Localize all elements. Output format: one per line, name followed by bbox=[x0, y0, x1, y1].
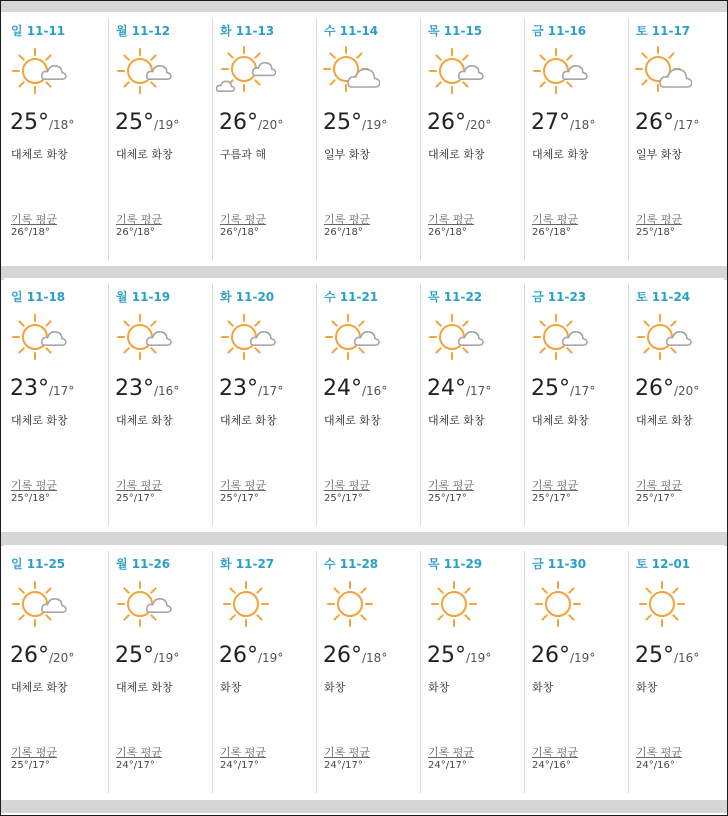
historical-average-link[interactable]: 기록 평균 bbox=[220, 479, 267, 492]
weekday: 화 bbox=[220, 557, 232, 571]
sun-cloud-icon bbox=[112, 577, 172, 631]
date-label: 11-15 bbox=[443, 24, 483, 38]
weekday: 일 bbox=[11, 24, 23, 38]
partly-sunny-icon bbox=[320, 44, 380, 98]
historical-average-value: 26°/18° bbox=[428, 227, 467, 238]
historical-average-link[interactable]: 기록 평균 bbox=[636, 746, 683, 759]
separator bbox=[1, 532, 727, 546]
day-card[interactable] bbox=[108, 18, 212, 260]
historical-average-value: 24°/17° bbox=[220, 760, 259, 771]
historical-average-value: 25°/17° bbox=[116, 493, 155, 504]
date-label: 11-11 bbox=[26, 24, 66, 38]
historical-average-link[interactable]: 기록 평균 bbox=[220, 213, 267, 226]
condition-text: 일부 화창 bbox=[636, 148, 683, 161]
condition-text: 대체로 화창 bbox=[116, 148, 173, 161]
temperature bbox=[635, 643, 699, 668]
historical-average-value: 24°/17° bbox=[116, 760, 155, 771]
low-temp: /16° bbox=[154, 384, 180, 398]
day-date bbox=[532, 555, 586, 572]
day-card[interactable] bbox=[420, 18, 524, 260]
high-temp: 26° bbox=[219, 643, 258, 668]
day-card[interactable] bbox=[316, 551, 420, 793]
date-label: 11-16 bbox=[547, 24, 587, 38]
day-card[interactable] bbox=[108, 284, 212, 526]
historical-average-link[interactable]: 기록 평균 bbox=[636, 479, 683, 492]
day-date bbox=[532, 22, 586, 39]
day-card[interactable] bbox=[108, 551, 212, 793]
weekday: 일 bbox=[11, 290, 23, 304]
high-temp: 25° bbox=[635, 643, 674, 668]
date-label: 11-20 bbox=[235, 290, 275, 304]
day-card[interactable] bbox=[420, 284, 524, 526]
historical-average-link[interactable]: 기록 평균 bbox=[220, 746, 267, 759]
date-label: 11-18 bbox=[26, 290, 66, 304]
historical-average-value: 24°/16° bbox=[636, 760, 675, 771]
sun-cloud-icon bbox=[320, 310, 380, 364]
weekday: 수 bbox=[324, 557, 336, 571]
date-label: 11-21 bbox=[339, 290, 379, 304]
low-temp: /20° bbox=[258, 118, 284, 132]
historical-average-link[interactable]: 기록 평균 bbox=[428, 746, 475, 759]
condition-text: 화창 bbox=[220, 681, 242, 694]
historical-average-link[interactable]: 기록 평균 bbox=[532, 213, 579, 226]
historical-average-link[interactable]: 기록 평균 bbox=[11, 479, 58, 492]
date-label: 11-26 bbox=[131, 557, 171, 571]
historical-average-value: 26°/18° bbox=[220, 227, 259, 238]
temperature bbox=[219, 110, 283, 135]
condition-text: 구름과 해 bbox=[220, 148, 267, 161]
temperature bbox=[531, 110, 595, 135]
weekday: 토 bbox=[636, 290, 648, 304]
low-temp: /19° bbox=[570, 651, 596, 665]
high-temp: 26° bbox=[635, 110, 674, 135]
sun-cloud-icon bbox=[7, 310, 67, 364]
low-temp: /17° bbox=[466, 384, 492, 398]
historical-average-value: 24°/17° bbox=[428, 760, 467, 771]
low-temp: /18° bbox=[362, 651, 388, 665]
low-temp: /19° bbox=[258, 651, 284, 665]
condition-text: 대체로 화창 bbox=[636, 414, 693, 427]
temperature bbox=[531, 376, 595, 401]
day-date bbox=[428, 555, 482, 572]
sun-icon bbox=[216, 577, 276, 631]
day-date bbox=[428, 22, 482, 39]
historical-average-value: 24°/17° bbox=[324, 760, 363, 771]
sun-cloud-icon bbox=[112, 310, 172, 364]
condition-text: 대체로 화창 bbox=[116, 681, 173, 694]
high-temp: 23° bbox=[219, 376, 258, 401]
day-card[interactable] bbox=[628, 284, 728, 526]
sun-icon bbox=[320, 577, 380, 631]
date-label: 11-14 bbox=[339, 24, 379, 38]
condition-text: 대체로 화창 bbox=[116, 414, 173, 427]
day-date bbox=[220, 555, 274, 572]
date-label: 11-25 bbox=[26, 557, 66, 571]
historical-average-link[interactable]: 기록 평균 bbox=[636, 213, 683, 226]
weekday: 목 bbox=[428, 24, 440, 38]
low-temp: /19° bbox=[362, 118, 388, 132]
weekday: 월 bbox=[116, 290, 128, 304]
day-date bbox=[220, 288, 274, 305]
condition-text: 대체로 화창 bbox=[428, 148, 485, 161]
day-date bbox=[636, 22, 690, 39]
sun-cloud-icon bbox=[632, 310, 692, 364]
high-temp: 26° bbox=[531, 643, 570, 668]
condition-text: 화창 bbox=[636, 681, 658, 694]
date-label: 11-22 bbox=[443, 290, 483, 304]
day-card[interactable] bbox=[316, 284, 420, 526]
weekday: 월 bbox=[116, 24, 128, 38]
historical-average-value: 25°/17° bbox=[220, 493, 259, 504]
high-temp: 25° bbox=[323, 110, 362, 135]
day-date bbox=[220, 22, 274, 39]
day-date bbox=[324, 22, 378, 39]
temperature bbox=[10, 110, 74, 135]
date-label: 12-01 bbox=[651, 557, 691, 571]
date-label: 11-12 bbox=[131, 24, 171, 38]
date-label: 11-27 bbox=[235, 557, 275, 571]
condition-text: 대체로 화창 bbox=[324, 414, 381, 427]
low-temp: /18° bbox=[49, 118, 75, 132]
historical-average-value: 25°/17° bbox=[324, 493, 363, 504]
historical-average-value: 26°/18° bbox=[532, 227, 571, 238]
low-temp: /18° bbox=[570, 118, 596, 132]
condition-text: 대체로 화창 bbox=[220, 414, 277, 427]
forecast-week bbox=[4, 12, 724, 264]
day-card[interactable] bbox=[212, 551, 316, 793]
sun-two-clouds-icon bbox=[216, 44, 276, 98]
low-temp: /17° bbox=[674, 118, 700, 132]
condition-text: 대체로 화창 bbox=[532, 414, 589, 427]
weekday: 토 bbox=[636, 557, 648, 571]
weekday: 금 bbox=[532, 557, 544, 571]
condition-text: 대체로 화창 bbox=[11, 681, 68, 694]
weekday: 일 bbox=[11, 557, 23, 571]
sun-icon bbox=[528, 577, 588, 631]
condition-text: 화창 bbox=[324, 681, 346, 694]
high-temp: 24° bbox=[323, 376, 362, 401]
high-temp: 25° bbox=[115, 110, 154, 135]
low-temp: /16° bbox=[362, 384, 388, 398]
low-temp: /20° bbox=[49, 651, 75, 665]
temperature bbox=[219, 376, 283, 401]
day-date bbox=[324, 555, 378, 572]
day-card[interactable] bbox=[4, 18, 108, 260]
sun-icon bbox=[632, 577, 692, 631]
condition-text: 화창 bbox=[428, 681, 450, 694]
sun-cloud-icon bbox=[216, 310, 276, 364]
high-temp: 26° bbox=[219, 110, 258, 135]
day-card[interactable] bbox=[524, 18, 628, 260]
weekday: 월 bbox=[116, 557, 128, 571]
separator bbox=[1, 1, 727, 12]
condition-text: 일부 화창 bbox=[324, 148, 371, 161]
condition-text: 화창 bbox=[532, 681, 554, 694]
high-temp: 23° bbox=[10, 376, 49, 401]
high-temp: 25° bbox=[531, 376, 570, 401]
temperature bbox=[427, 110, 491, 135]
condition-text: 대체로 화창 bbox=[428, 414, 485, 427]
weekday: 수 bbox=[324, 24, 336, 38]
historical-average-link[interactable]: 기록 평균 bbox=[532, 746, 579, 759]
low-temp: /17° bbox=[570, 384, 596, 398]
temperature bbox=[323, 643, 387, 668]
weekday: 화 bbox=[220, 290, 232, 304]
historical-average-link[interactable]: 기록 평균 bbox=[324, 479, 371, 492]
weekday: 토 bbox=[636, 24, 648, 38]
temperature bbox=[323, 110, 387, 135]
day-date bbox=[11, 288, 65, 305]
historical-average-value: 25°/17° bbox=[532, 493, 571, 504]
historical-average-value: 25°/17° bbox=[11, 760, 50, 771]
forecast-week bbox=[4, 545, 724, 797]
temperature bbox=[635, 376, 699, 401]
weekday: 금 bbox=[532, 290, 544, 304]
temperature bbox=[219, 643, 283, 668]
historical-average-link[interactable]: 기록 평균 bbox=[324, 746, 371, 759]
day-date bbox=[324, 288, 378, 305]
high-temp: 27° bbox=[531, 110, 570, 135]
temperature bbox=[531, 643, 595, 668]
condition-text: 대체로 화창 bbox=[11, 148, 68, 161]
date-label: 11-29 bbox=[443, 557, 483, 571]
day-date bbox=[116, 555, 170, 572]
temperature bbox=[10, 376, 74, 401]
temperature bbox=[427, 376, 491, 401]
date-label: 11-24 bbox=[651, 290, 691, 304]
sun-cloud-icon bbox=[7, 577, 67, 631]
day-card[interactable] bbox=[420, 551, 524, 793]
low-temp: /17° bbox=[258, 384, 284, 398]
temperature bbox=[10, 643, 74, 668]
partly-sunny-icon bbox=[632, 44, 692, 98]
low-temp: /20° bbox=[674, 384, 700, 398]
weekday: 화 bbox=[220, 24, 232, 38]
historical-average-link[interactable]: 기록 평균 bbox=[11, 746, 58, 759]
date-label: 11-23 bbox=[547, 290, 587, 304]
historical-average-link[interactable]: 기록 평균 bbox=[116, 213, 163, 226]
weekday: 금 bbox=[532, 24, 544, 38]
historical-average-value: 25°/18° bbox=[11, 493, 50, 504]
high-temp: 26° bbox=[427, 110, 466, 135]
date-label: 11-28 bbox=[339, 557, 379, 571]
forecast-week bbox=[4, 278, 724, 530]
separator bbox=[1, 800, 727, 813]
sun-cloud-icon bbox=[112, 44, 172, 98]
day-card[interactable] bbox=[628, 18, 728, 260]
date-label: 11-17 bbox=[651, 24, 691, 38]
day-date bbox=[116, 288, 170, 305]
day-card[interactable] bbox=[524, 284, 628, 526]
day-date bbox=[116, 22, 170, 39]
date-label: 11-19 bbox=[131, 290, 171, 304]
historical-average-value: 25°/17° bbox=[428, 493, 467, 504]
day-card[interactable] bbox=[4, 284, 108, 526]
condition-text: 대체로 화창 bbox=[532, 148, 589, 161]
historical-average-link[interactable]: 기록 평균 bbox=[532, 479, 579, 492]
historical-average-value: 26°/18° bbox=[11, 227, 50, 238]
temperature bbox=[635, 110, 699, 135]
low-temp: /19° bbox=[154, 118, 180, 132]
historical-average-value: 25°/17° bbox=[636, 493, 675, 504]
historical-average-value: 26°/18° bbox=[324, 227, 363, 238]
sun-cloud-icon bbox=[424, 310, 484, 364]
high-temp: 26° bbox=[635, 376, 674, 401]
high-temp: 26° bbox=[10, 643, 49, 668]
high-temp: 24° bbox=[427, 376, 466, 401]
high-temp: 23° bbox=[115, 376, 154, 401]
high-temp: 25° bbox=[427, 643, 466, 668]
temperature bbox=[323, 376, 387, 401]
historical-average-value: 24°/16° bbox=[532, 760, 571, 771]
low-temp: /19° bbox=[154, 651, 180, 665]
low-temp: /19° bbox=[466, 651, 492, 665]
day-date bbox=[428, 288, 482, 305]
sun-cloud-icon bbox=[424, 44, 484, 98]
day-date bbox=[11, 555, 65, 572]
day-card[interactable] bbox=[316, 18, 420, 260]
sun-cloud-icon bbox=[528, 310, 588, 364]
day-card[interactable] bbox=[628, 551, 728, 793]
historical-average-link[interactable]: 기록 평균 bbox=[116, 479, 163, 492]
historical-average-value: 26°/18° bbox=[116, 227, 155, 238]
date-label: 11-30 bbox=[547, 557, 587, 571]
historical-average-link[interactable]: 기록 평균 bbox=[324, 213, 371, 226]
day-card[interactable] bbox=[212, 18, 316, 260]
low-temp: /17° bbox=[49, 384, 75, 398]
sun-cloud-icon bbox=[528, 44, 588, 98]
high-temp: 25° bbox=[115, 643, 154, 668]
low-temp: /20° bbox=[466, 118, 492, 132]
temperature bbox=[115, 643, 179, 668]
historical-average-link[interactable]: 기록 평균 bbox=[116, 746, 163, 759]
historical-average-link[interactable]: 기록 평균 bbox=[11, 213, 58, 226]
day-card[interactable] bbox=[212, 284, 316, 526]
temperature bbox=[115, 110, 179, 135]
temperature bbox=[427, 643, 491, 668]
day-card[interactable] bbox=[524, 551, 628, 793]
weekday: 수 bbox=[324, 290, 336, 304]
historical-average-link[interactable]: 기록 평균 bbox=[428, 479, 475, 492]
day-date bbox=[11, 22, 65, 39]
weekday: 목 bbox=[428, 557, 440, 571]
high-temp: 25° bbox=[10, 110, 49, 135]
temperature bbox=[115, 376, 179, 401]
condition-text: 대체로 화창 bbox=[11, 414, 68, 427]
day-card[interactable] bbox=[4, 551, 108, 793]
low-temp: /16° bbox=[674, 651, 700, 665]
high-temp: 26° bbox=[323, 643, 362, 668]
day-date bbox=[636, 288, 690, 305]
sun-icon bbox=[424, 577, 484, 631]
sun-cloud-icon bbox=[7, 44, 67, 98]
historical-average-value: 25°/18° bbox=[636, 227, 675, 238]
weekday: 목 bbox=[428, 290, 440, 304]
date-label: 11-13 bbox=[235, 24, 275, 38]
day-date bbox=[532, 288, 586, 305]
historical-average-link[interactable]: 기록 평균 bbox=[428, 213, 475, 226]
day-date bbox=[636, 555, 690, 572]
